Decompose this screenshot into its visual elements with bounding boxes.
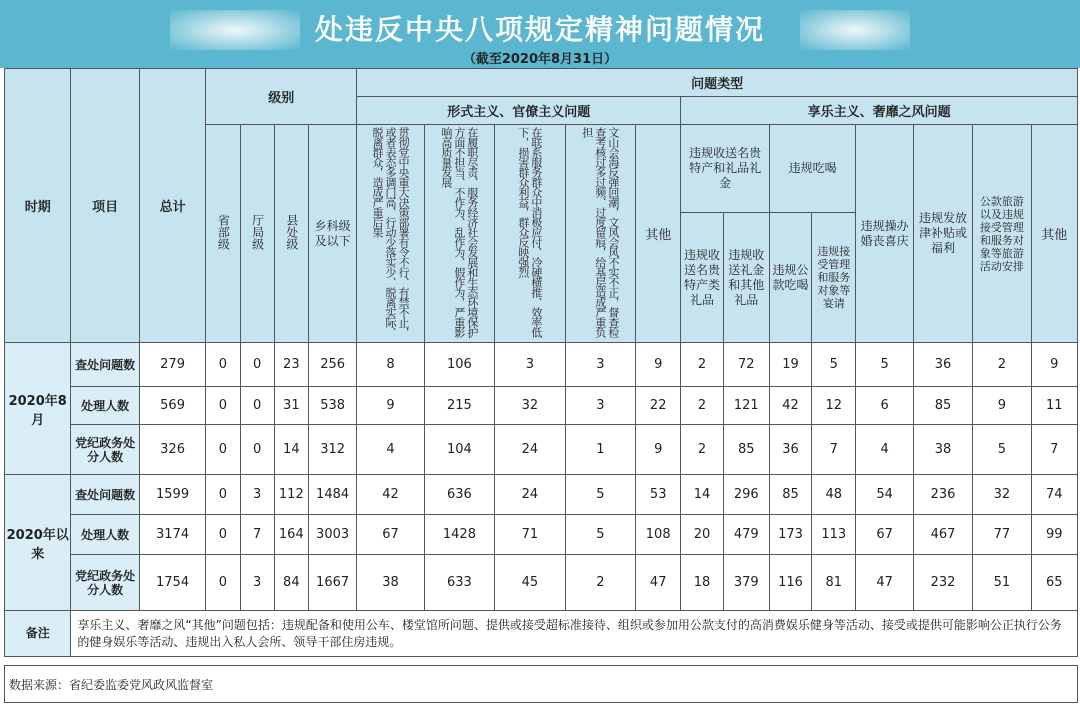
col-gifts-cash: 违规收送礼金和其他礼品 [723,213,769,343]
cell: 6 [856,387,913,425]
cell: 9 [357,387,424,425]
cell: 232 [913,555,972,611]
cell: 47 [636,555,681,611]
col-gifts-specialty: 违规收送名贵特产类礼品 [681,213,723,343]
cell: 5 [973,425,1031,475]
cell: 2 [973,343,1031,387]
cell: 85 [723,425,769,475]
cell: 51 [973,555,1031,611]
cell: 633 [424,555,494,611]
cell: 215 [424,387,494,425]
cell: 47 [856,555,913,611]
cell: 256 [308,343,356,387]
col-hedonism-group: 享乐主义、奢靡之风问题 [681,97,1078,125]
col-dining-banquet: 违规接受管理和服务对象等宴请 [812,213,856,343]
cell: 379 [723,555,769,611]
table-row [5,515,1078,555]
cell: 2 [681,387,723,425]
cell: 3 [240,475,274,515]
cell: 0 [240,387,274,425]
cell: 24 [495,425,565,475]
cell: 636 [424,475,494,515]
cell: 1 [565,425,635,475]
cell: 67 [357,515,424,555]
row-item-label: 查处问题数 [71,475,139,515]
col-problem-type: 问题类型 [357,69,1078,97]
cell: 112 [274,475,308,515]
cell: 121 [723,387,769,425]
row-item-label: 查处问题数 [71,343,139,387]
cell: 67 [856,515,913,555]
col-allowance: 违规发放津补贴或福利 [913,125,972,343]
cell: 5 [812,343,856,387]
cell: 2 [565,555,635,611]
table-row [5,425,1078,475]
cell: 20 [681,515,723,555]
cell: 467 [913,515,972,555]
cell: 279 [139,343,205,387]
cell: 3 [495,343,565,387]
cell: 4 [357,425,424,475]
cell: 22 [636,387,681,425]
note-label: 备注 [5,611,71,657]
cell: 0 [206,555,240,611]
cell: 236 [913,475,972,515]
cell: 104 [424,425,494,475]
cell: 54 [856,475,913,515]
cell: 479 [723,515,769,555]
row-item-label: 处理人数 [71,387,139,425]
cell: 3003 [308,515,356,555]
cell: 113 [812,515,856,555]
cell: 1754 [139,555,205,611]
note-text: 享乐主义、奢靡之风“其他”问题包括：违规配备和使用公车、楼堂馆所问题、提供或接受超标准接待、组织或参加用公款支付的高消费娱乐健身等活动、接受或提供可能影响公正执行公务的健身娱乐等活动、违规出入私人会所、领导干部住房违规。 [71,611,1078,657]
page-title: 处违反中央八项规定精神问题情况 [314,13,765,46]
cell: 3 [565,387,635,425]
col-level: 级别 [206,69,357,125]
cell: 0 [206,515,240,555]
cell: 5 [565,515,635,555]
cell: 1599 [139,475,205,515]
col-hedonism-other: 其他 [1031,125,1077,343]
cell: 538 [308,387,356,425]
table-row [5,387,1078,425]
statistics-table [4,68,1078,657]
cell: 9 [1031,343,1077,387]
cell: 42 [357,475,424,515]
cell: 9 [973,387,1031,425]
cell: 0 [240,343,274,387]
cell: 164 [274,515,308,555]
cell: 1667 [308,555,356,611]
cell: 42 [769,387,811,425]
cell: 84 [274,555,308,611]
cell: 14 [274,425,308,475]
note-row [5,611,1078,657]
cell: 296 [723,475,769,515]
cell: 24 [495,475,565,515]
row-item-label: 党纪政务处分人数 [71,425,139,475]
cell: 32 [495,387,565,425]
cell: 38 [357,555,424,611]
cell: 8 [357,343,424,387]
cell: 11 [1031,387,1077,425]
title-band [0,0,1080,68]
cell: 48 [812,475,856,515]
cell: 85 [769,475,811,515]
cell: 2 [681,343,723,387]
cell: 0 [206,475,240,515]
col-wedding: 违规操办婚丧喜庆 [856,125,913,343]
table-row [5,475,1078,515]
cell: 0 [206,425,240,475]
cell: 19 [769,343,811,387]
cell: 18 [681,555,723,611]
col-level-province: 省部级 [206,125,240,343]
col-travel: 公款旅游以及违规接受管理和服务对象等旅游活动安排 [973,125,1031,343]
cell: 3174 [139,515,205,555]
cell: 74 [1031,475,1077,515]
col-formalism-other: 其他 [636,125,681,343]
cell: 77 [973,515,1031,555]
col-formalism-group: 形式主义、官僚主义问题 [357,97,681,125]
cell: 4 [856,425,913,475]
cell: 85 [913,387,972,425]
cell: 1428 [424,515,494,555]
cell: 106 [424,343,494,387]
table-row [5,343,1078,387]
cell: 9 [636,425,681,475]
cell: 7 [240,515,274,555]
cell: 2 [681,425,723,475]
col-formalism-3: 在联系服务群众中消极应付、冷硬横推、效率低下，损害群众利益，群众反映强烈 [495,125,565,343]
cell: 1484 [308,475,356,515]
cell: 569 [139,387,205,425]
cell: 12 [812,387,856,425]
cell: 36 [913,343,972,387]
cell: 99 [1031,515,1077,555]
period-label: 2020年以来 [5,475,71,611]
col-gifts-group: 违规收送名贵特产和礼品礼金 [681,125,770,213]
cell: 326 [139,425,205,475]
cell: 3 [240,555,274,611]
cell: 116 [769,555,811,611]
cell: 7 [812,425,856,475]
cell: 3 [565,343,635,387]
col-level-bureau: 厅局级 [240,125,274,343]
cell: 65 [1031,555,1077,611]
cell: 5 [565,475,635,515]
col-level-county: 县处级 [274,125,308,343]
col-total: 总计 [139,69,205,343]
row-item-label: 处理人数 [71,515,139,555]
col-formalism-2: 在履职尽责、服务经济社会发展和生态环境保护方面不担当、不作为、乱作为、假作为，严重影响高质量发展 [424,125,494,343]
cell: 0 [206,387,240,425]
cell: 9 [636,343,681,387]
data-source: 数据来源：省纪委监委党风政风监督室 [4,665,1078,703]
page-subtitle: （截至2020年8月31日） [462,52,618,67]
cell: 71 [495,515,565,555]
cell: 32 [973,475,1031,515]
cell: 0 [240,425,274,475]
col-dining-public: 违规公款吃喝 [769,213,811,343]
cell: 5 [856,343,913,387]
col-level-township: 乡科级及以下 [308,125,356,343]
table-row [5,555,1078,611]
cell: 45 [495,555,565,611]
col-dining-group: 违规吃喝 [769,125,856,213]
cell: 312 [308,425,356,475]
cell: 53 [636,475,681,515]
cell: 72 [723,343,769,387]
cell: 81 [812,555,856,611]
cell: 173 [769,515,811,555]
cell: 108 [636,515,681,555]
col-formalism-4: 文山会海反弹回潮，文风会风不实不正，督查检查考核过多过频、过度留痕，给基层造成严重负担 [565,125,635,343]
cell: 7 [1031,425,1077,475]
col-formalism-1: 贯彻党中央重大决策部署有令不行、有禁不止，或者表态多调门高、行动少落实少、脱离实际、脱离群众，造成严重后果 [357,125,424,343]
cell: 23 [274,343,308,387]
col-period: 时期 [5,69,71,343]
period-label: 2020年8月 [5,343,71,475]
row-item-label: 党纪政务处分人数 [71,555,139,611]
col-item: 项目 [71,69,139,343]
cell: 31 [274,387,308,425]
cell: 36 [769,425,811,475]
cell: 14 [681,475,723,515]
cell: 0 [206,343,240,387]
cell: 38 [913,425,972,475]
